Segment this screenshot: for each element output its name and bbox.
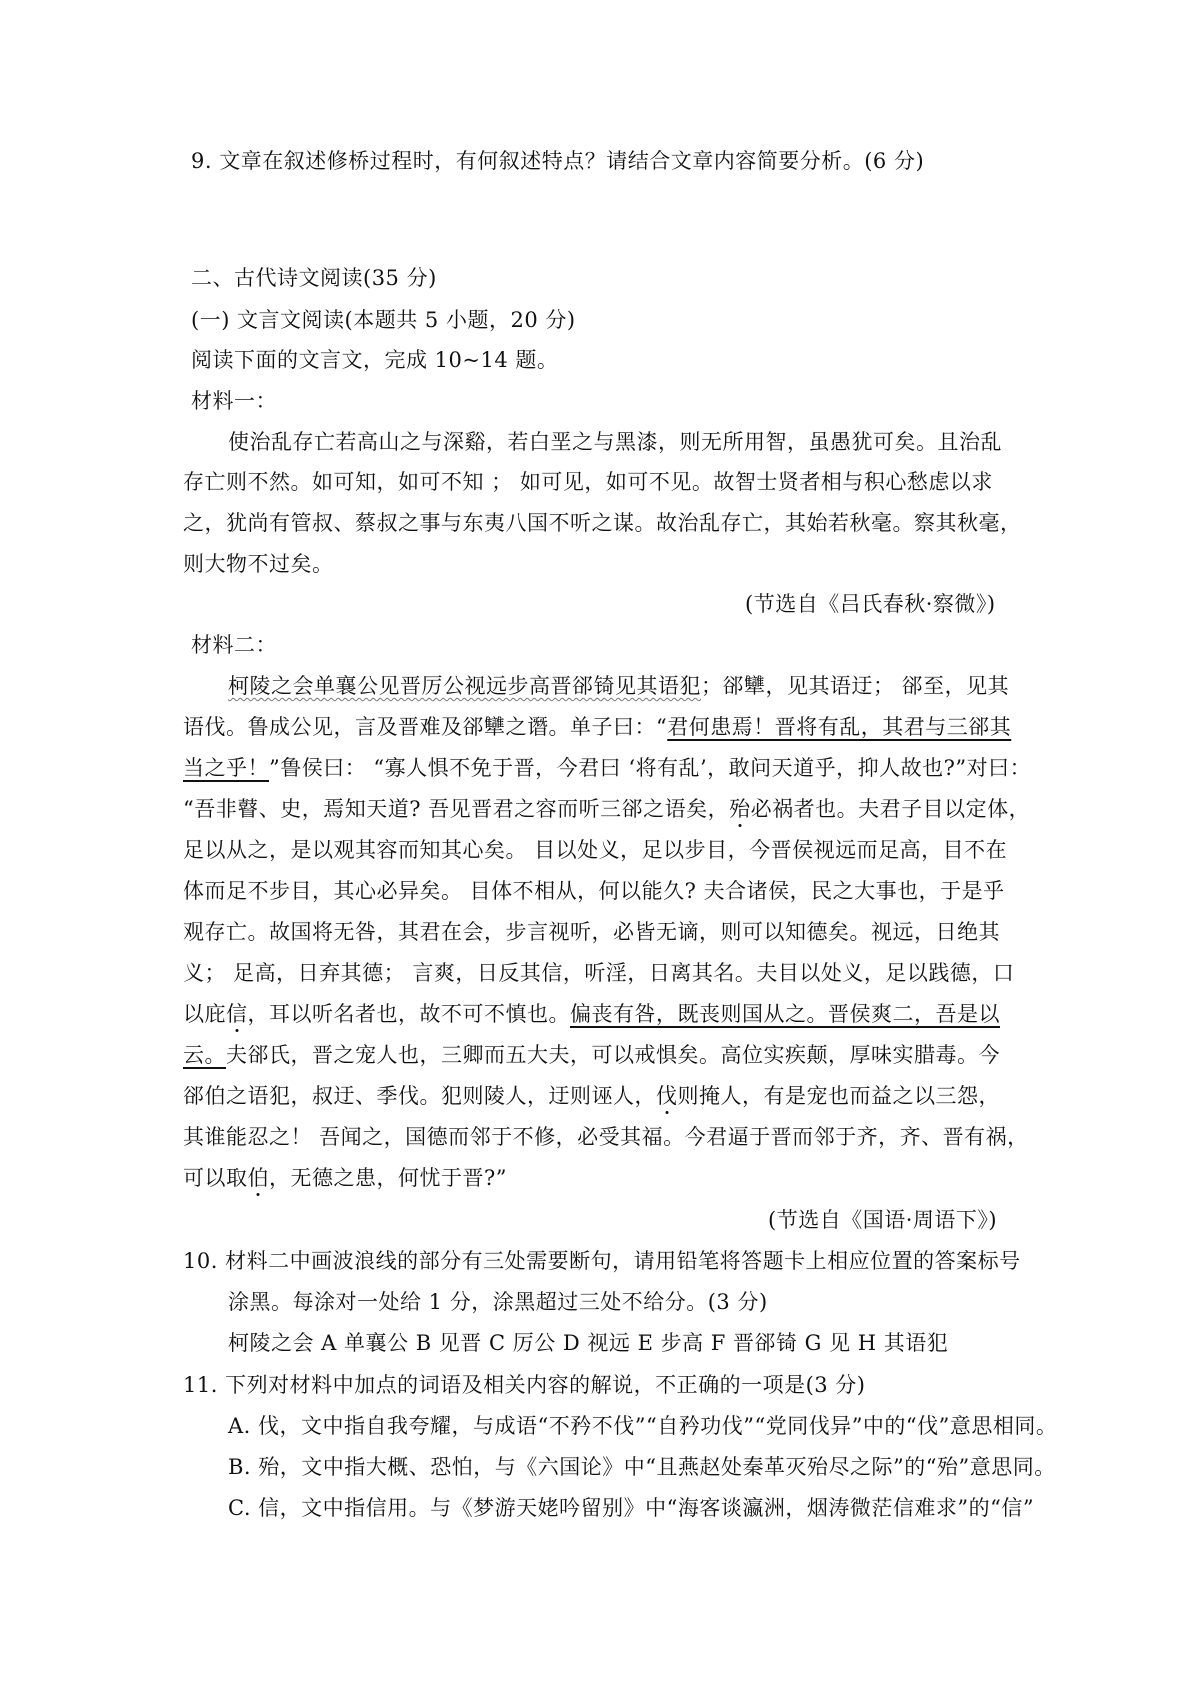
question-11: 11. 下列对材料中加点的词语及相关内容的解说，不正确的一项是(3 分) [183, 1373, 866, 1397]
material-1-line: 存亡则不然。如可知，如可不知 ； 如可见，如可不见。故智士贤者相与积心愁虑以求 [183, 470, 993, 494]
material-2-line: 云。夫郤氏，晋之宠人也，三卿而五大夫，可以戒惧矣。高位实疾颠，厚味实腊毒。今 [183, 1043, 1000, 1067]
material-1-source: (节选自《吕氏春秋·察微》) [745, 592, 996, 616]
question-9: 9. 文章在叙述修桥过程时，有何叙述特点？请结合文章内容简要分析。(6 分) [191, 149, 925, 173]
material-2-source: (节选自《国语·周语下》) [768, 1208, 998, 1232]
sub-title: (一) 文言文阅读(本题共 5 小题，20 分) [191, 308, 576, 332]
option-c: C. 信，文中指信用。与《梦游天姥吟留别》中“海客谈瀛洲，烟涛微茫信难求”的“信” [228, 1496, 1035, 1520]
wavy-underlined-text: 柯陵之会单襄公见晋厉公视远步高晋郤锜见其语犯 [228, 674, 701, 698]
material-2-line: 柯陵之会单襄公见晋厉公视远步高晋郤锜见其语犯；郤犫，见其语迂； 郤至，见其 [228, 674, 1010, 698]
material-2-line: 足以从之，是以观其容而知其心矣。 目以处义，足以步目，今晋侯视远而足高，目不在 [183, 838, 1008, 862]
section-title: 二、古代诗文阅读(35 分) [191, 266, 437, 290]
material-1-line: 之，犹尚有管叔、蔡叔之事与东夷八国不听之谋。故治乱存亡，其始若秋毫。察其秋毫， [183, 511, 1022, 535]
question-10-options: 柯陵之会 A 单襄公 B 见晋 C 厉公 D 视远 E 步高 F 晋郤锜 G 见 H 其语犯 [228, 1331, 949, 1355]
material-2-line: 郤伯之语犯，叔迂、季伐。犯则陵人，迂则诬人，伐则掩人，有是宠也而益之以三怨， [183, 1084, 1000, 1108]
underlined-sentence: 当之乎！ [183, 756, 269, 780]
dotted-word: 伯 [247, 1166, 269, 1190]
material-2-line: 当之乎！”鲁侯曰： “寡人惧不免于晋，今君曰 ‘将有乱’，敢问天道乎，抑人故也?”对曰： [183, 756, 1032, 780]
dotted-word: 信 [226, 1002, 248, 1026]
material-2-line: 义； 足高，日弃其德； 言爽，日反其信，听淫，日离其名。夫目以处义，足以践德，口 [183, 961, 1015, 985]
material-2-line: 观存亡。故国将无咎，其君在会，步言视听，必皆无谪，则可以知德矣。视远，日绝其 [183, 920, 1000, 944]
option-b: B. 殆，文中指大概、恐怕，与《六国论》中“且燕赵处秦革灭殆尽之际”的“殆”意思同。 [228, 1455, 1056, 1479]
underlined-sentence: 君何患焉！晋将有乱，其君与三郤其 [667, 715, 1012, 739]
instruction: 阅读下面的文言文，完成 10~14 题。 [191, 348, 559, 372]
material-2-label: 材料二： [191, 633, 277, 657]
material-1-label: 材料一： [191, 389, 277, 413]
question-10-line: 涂黑。每涂对一处给 1 分，涂黑超过三处不给分。(3 分) [228, 1290, 768, 1314]
material-2-line: “吾非瞽、史，焉知天道? 吾见晋君之容而听三郤之语矣，殆必祸者也。夫君子目以定体， [183, 797, 1031, 821]
underlined-sentence: 偏丧有咎，既丧则国从之。晋侯爽二，吾是以 [570, 1002, 1000, 1026]
material-2-line: 语伐。鲁成公见，言及晋难及郤犫之谮。单子曰：“君何患焉！晋将有乱，其君与三郤其 [183, 715, 1012, 739]
material-2-line: 其谁能忍之！ 吾闻之，国德而邻于不修，必受其福。今君逼于晋而邻于齐，齐、晋有祸， [183, 1125, 1029, 1149]
material-1-line: 使治乱存亡若高山之与深谿，若白垩之与黑漆，则无所用智，虽愚犹可矣。且治乱 [228, 430, 1002, 454]
question-10: 10. 材料二中画波浪线的部分有三处需要断句，请用铅笔将答题卡上相应位置的答案标号 [183, 1249, 1021, 1273]
material-2-line: 体而足不步目，其心必异矣。 目体不相从，何以能久? 夫合诸侯，民之大事也，于是乎 [183, 879, 1005, 903]
material-2-line: 可以取伯，无德之患，何忧于晋?” [183, 1166, 507, 1190]
option-a: A. 伐，文中指自我夸耀，与成语“不矜不伐”“自矜功伐”“党同伐异”中的“伐”意思相同。 [228, 1414, 1058, 1438]
material-1-line: 则大物不过矣。 [183, 552, 334, 576]
underlined-sentence: 云。 [183, 1043, 226, 1067]
dotted-word: 伐 [656, 1084, 678, 1108]
dotted-word: 殆 [729, 797, 751, 821]
material-2-line: 以庇信，耳以听名者也，故不可不慎也。偏丧有咎，既丧则国从之。晋侯爽二，吾是以 [183, 1002, 1000, 1026]
